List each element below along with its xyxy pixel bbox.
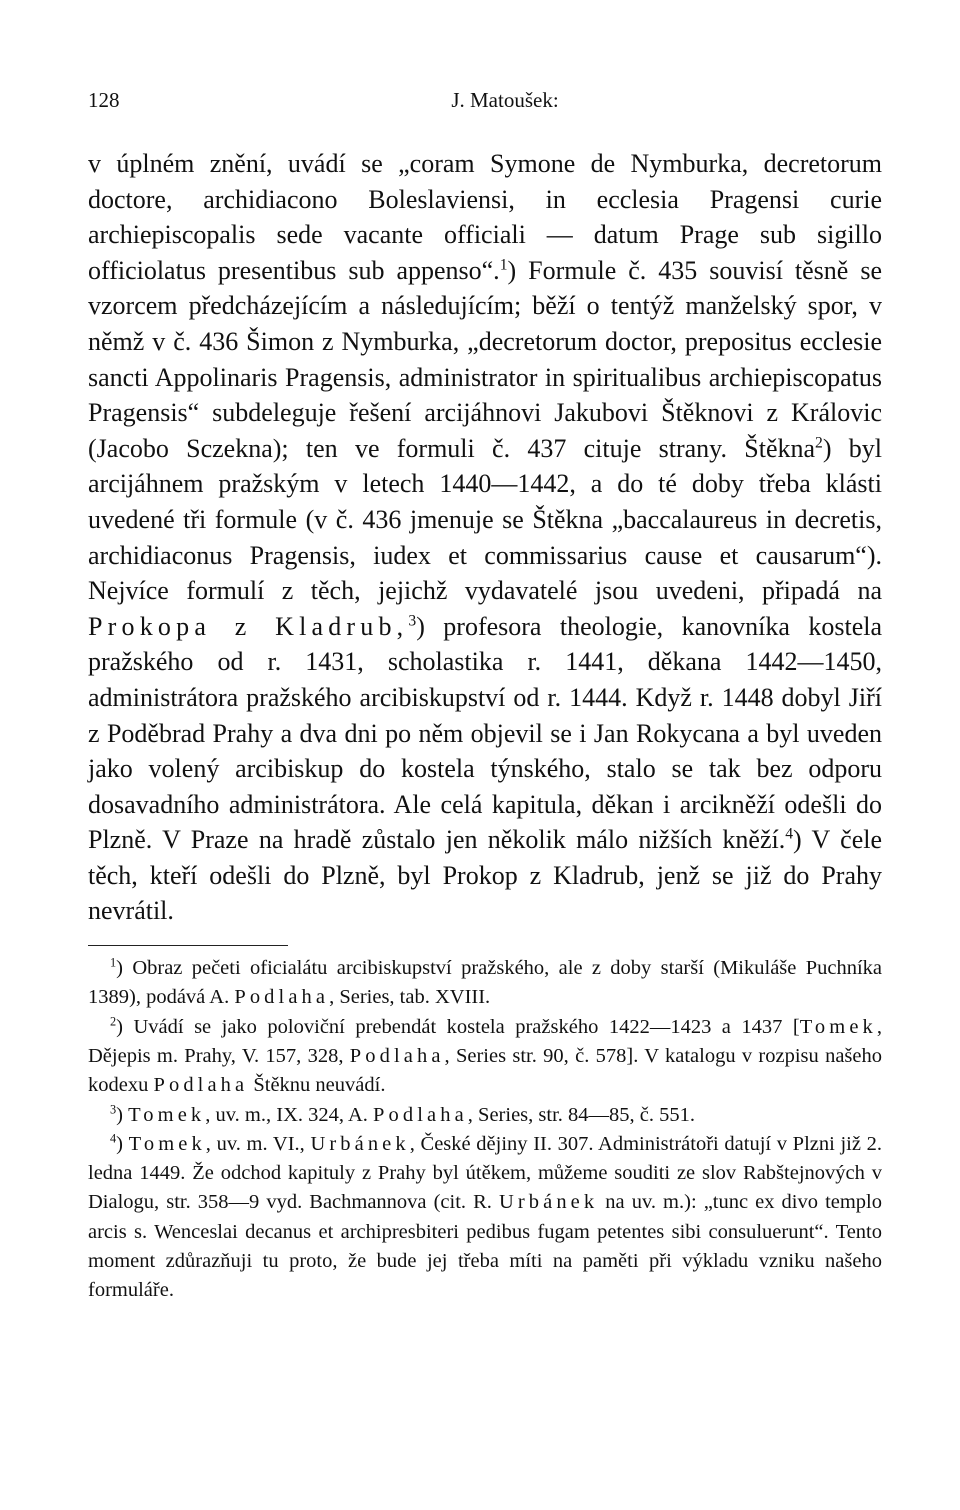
spaced-name: Prokopa z Kladrub,: [88, 611, 409, 641]
page-number: 128: [88, 88, 120, 112]
footnote-text: , Series str. 90, č. 578]. V katalogu v rozpisu našeho kodexu: [88, 1044, 882, 1097]
footnote-ref-3: 3: [408, 612, 417, 630]
footnote-ref-2: 2: [815, 434, 823, 452]
spaced-name: Podlaha: [349, 1044, 445, 1067]
spaced-name: Podlaha: [153, 1074, 249, 1097]
footnote-text: ): [116, 1132, 129, 1155]
footnote-2: [88, 1013, 882, 1101]
body-text: ) profesora theologie, kanovníka kostela pražského od r. 1431, scholastika r. 1441, děkana 1442—1450, administrátora pražského arcibiskupství od r. 1444. Když r. 1448 dobyl Jiří z Poděbrad Prahy a dva dni po něm objevil se i Jan Rokycana a byl uveden jako volený arcibiskup do kostela týnského, stalo se tak bez odporu dosavadního administrátora. Ale celá kapitula, děkan i arcikněží odešli do Plzně. V Praze na hradě zůstalo jen několik málo nižších kněží.: [88, 611, 882, 855]
footnote-1: [88, 954, 882, 1013]
spaced-name: Tomek: [799, 1015, 877, 1038]
footnote-text: , uv. m., IX. 324, A.: [205, 1103, 374, 1126]
footnote-text: ) Obraz pečeti oficialátu arcibiskupství pražského, ale z doby starší (Mikuláše Puchníka 1389), podává A.: [88, 957, 882, 1009]
spaced-name: Urbánek: [498, 1191, 599, 1214]
spaced-name: Tomek: [128, 1132, 206, 1155]
footnote-number: 2: [110, 1014, 117, 1029]
book-page: [88, 88, 882, 1306]
footnote-ref-4: 4: [785, 825, 794, 843]
main-paragraph: [88, 146, 882, 929]
footnote-separator: [88, 945, 288, 946]
body-text: ) V čele těch, kteří odešli do Plzně, byl Prokop z Kladrub, jenž se již do Prahy nevrátil.: [88, 825, 883, 926]
page-header: [88, 88, 882, 124]
footnote-number: 4: [110, 1131, 117, 1146]
footnote-text: , Series, str. 84—85, č. 551.: [467, 1103, 695, 1126]
footnote-text: , Dějepis m. Prahy, V. 157, 328,: [88, 1015, 882, 1067]
footnote-text: Štěknu neuvádí.: [248, 1074, 386, 1097]
footnote-text: ): [116, 1103, 129, 1126]
footnote-3: [88, 1101, 882, 1130]
footnote-text: na uv. m.): „tunc ex divo templo arcis s. Wenceslai decanus et archipresbiteri pedibus fugam petentes sibi consuluerunt“. Tento moment zdůrazňuji tu proto, že bude jej třeba míti na paměti při výkladu vzniku našeho formuláře.: [88, 1191, 882, 1302]
footnote-number: 1: [110, 955, 117, 970]
footnote-text: ) Uvádí se jako poloviční prebendát kostela pražského 1422—1423 a 1437 [: [116, 1015, 800, 1038]
footnote-4: [88, 1130, 882, 1306]
footnotes: [88, 954, 882, 1306]
spaced-name: Podlaha: [373, 1103, 468, 1126]
spaced-name: Urbánek: [310, 1132, 410, 1155]
spaced-name: Podlaha: [234, 986, 330, 1009]
footnote-text: , uv. m. VI.,: [205, 1132, 311, 1155]
running-head: J. Matoušek:: [451, 88, 559, 112]
footnote-number: 3: [110, 1102, 117, 1117]
body-text: ) Formule č. 435 souvisí těsně se vzorcem předcházejícím a následujícím; běží o tentýž manželský spor, v němž v č. 436 Šimon z Nymburka, „decretorum doctor, prepositus ecclesie sancti Appolinaris Pragensis, administrator in spiritualibus archiepiscopatus Pragensis“ subdeleguje řešení arcijáhnovi Jakubovi Štěknovi z Královic (Jacobo Sczekna); ten ve formuli č. 437 cituje strany. Štěkna: [88, 255, 882, 463]
spaced-name: Tomek: [128, 1103, 206, 1126]
footnote-text: , České dějiny II. 307. Administrátoři datují v Plzni již 2. ledna 1449. Že odchod kapituly z Prahy byl útěkem, můžeme souditi ze slov Rabštejnových v Dialogu, str. 358—9 vyd. Bachmannova (cit. R.: [88, 1132, 883, 1214]
body-text: v úplném znění, uvádí se „coram Symone de Nymburka, decretorum doctore, archidiacono Boleslaviensi, in ecclesia Pragensi curie archiepiscopalis sede vacante officiali — datum Prage sub sigillo officiolatus presentibus sub appenso“.: [88, 149, 882, 285]
footnote-text: , Series, tab. XVIII.: [329, 986, 491, 1009]
footnote-ref-1: 1: [499, 256, 508, 274]
body-text: ) byl arcijáhnem pražským v letech 1440—1442, a do té doby třeba klásti uvedené tři formule (v č. 436 jmenuje se Štěkna „baccalaureus in decretis, archidiaconus Pragensis, iudex et commissarius cause et causarum“). Nejvíce formulí z těch, jejichž vydavatelé jsou uvedeni, připadá na: [88, 433, 882, 606]
